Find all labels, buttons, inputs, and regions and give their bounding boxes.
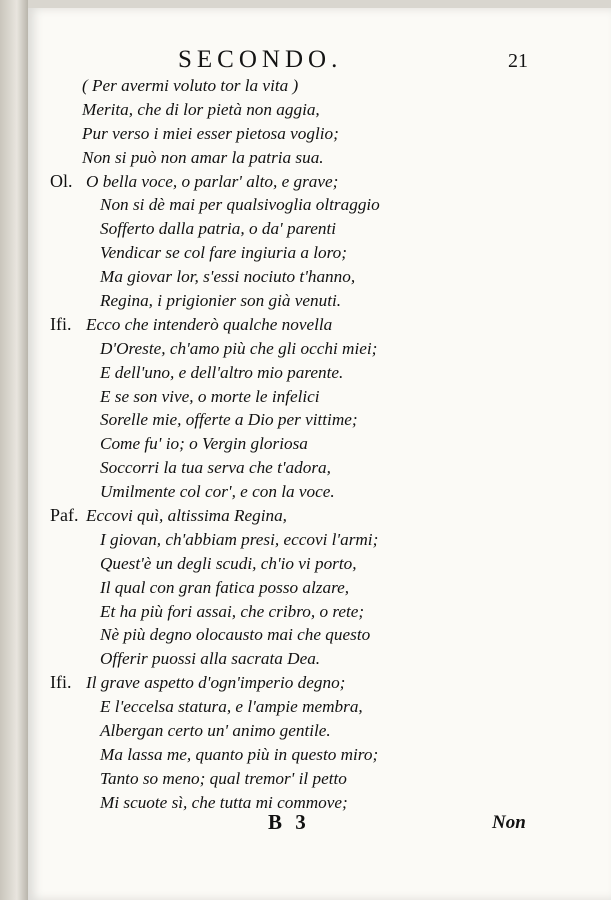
verse-line: D'Oreste, ch'amo più che gli occhi miei; [100, 338, 378, 358]
verse-line: Ma giovar lor, s'essi nociuto t'hanno, [100, 267, 356, 287]
page-footer [28, 810, 611, 840]
book-page [28, 8, 611, 900]
verse-line: E dell'uno, e dell'altro mio parente. [100, 362, 344, 382]
speaker-label: Ifi. [50, 672, 72, 693]
verse-line: Nè più degno olocausto mai che questo [100, 625, 371, 645]
verse-line: Sorelle mie, offerte a Dio per vittime; [100, 410, 358, 430]
verse-line: E l'eccelsa statura, e l'ampie membra, [100, 697, 363, 717]
verse-line: Non si dè mai per qualsivoglia oltraggio [100, 195, 380, 215]
verse-line: Non si può non amar la patria sua. [82, 147, 324, 167]
verse-line: Vendicar se col fare ingiuria a loro; [100, 243, 347, 263]
verse-line: Pur verso i miei esser pietosa voglio; [82, 123, 339, 143]
verse-text [50, 74, 520, 815]
verse-line: Soccorri la tua serva che t'adora, [100, 458, 331, 478]
verse-line: ( Per avermi voluto tor la vita ) [82, 76, 299, 95]
verse-line: Et ha più fori assai, che cribro, o rete; [100, 601, 365, 621]
verse-line: Paf. Eccovi quì, altissima Regina, [50, 504, 520, 528]
verse-line: Umilmente col cor', e con la voce. [100, 482, 335, 502]
verse-line: Ol. O bella voce, o parlar' alto, e grave; [50, 170, 520, 194]
page-number: 21 [508, 50, 528, 72]
verse-line: Ma lassa me, quanto più in questo miro; [100, 744, 379, 764]
verse-line: Merita, che di lor pietà non aggia, [82, 99, 320, 119]
verse-line: Regina, i prigionier son già venuti. [100, 291, 342, 311]
verse-line: Il qual con gran fatica posso alzare, [100, 577, 350, 597]
speaker-label: Ifi. [50, 313, 72, 334]
verse-line: Ifi. Ecco che intenderò qualche novella [50, 313, 520, 337]
verse-line: Come fu' io; o Vergin gloriosa [100, 434, 308, 454]
book-binding-edge [0, 0, 28, 900]
running-head: SECONDO. [178, 46, 343, 73]
catchword: Non [492, 812, 526, 833]
verse-line: Albergan certo un' animo gentile. [100, 721, 331, 741]
verse-line: Tanto so meno; qual tremor' il petto [100, 768, 347, 788]
verse-line: Mi scuote sì, che tutta mi commove; [100, 792, 348, 812]
verse-line: Ifi. Il grave aspetto d'ogn'imperio degno; [50, 671, 520, 695]
verse-line: Quest'è un degli scudi, ch'io vi porto, [100, 553, 357, 573]
speaker-label: Paf. [50, 505, 79, 526]
page-header [28, 46, 611, 76]
speaker-label: Ol. [50, 170, 73, 191]
verse-line: Offerir puossi alla sacrata Dea. [100, 649, 321, 669]
verse-line: E se son vive, o morte le infelici [100, 386, 320, 406]
verse-line: Sofferto dalla patria, o da' parenti [100, 219, 337, 239]
signature-mark: B 3 [268, 810, 310, 834]
verse-line: I giovan, ch'abbiam presi, eccovi l'armi; [100, 529, 379, 549]
